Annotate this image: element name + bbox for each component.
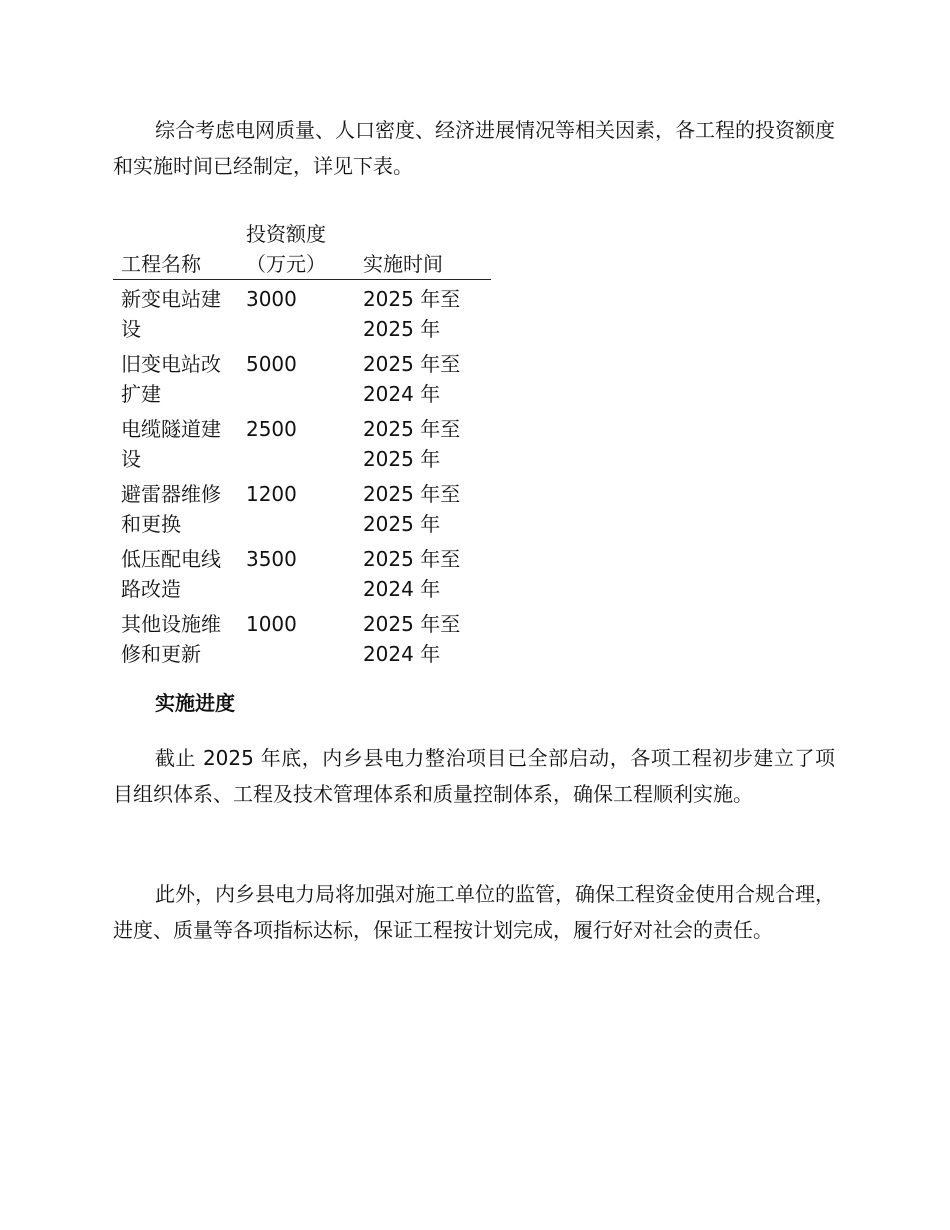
cell-implementation-time: 2025 年至 2024 年 xyxy=(362,352,461,406)
cell-implementation-time: 2025 年至 2024 年 xyxy=(362,547,461,601)
table-row xyxy=(113,475,491,540)
table-row xyxy=(113,540,491,605)
progress-paragraph: 截止 2025 年底，内乡县电力整治项目已全部启动，各项工程初步建立了项目组织体系、工程及技术管理体系和质量控制体系，确保工程顺利实施。 xyxy=(113,746,835,806)
supervision-paragraph: 此外，内乡县电力局将加强对施工单位的监管，确保工程资金使用合规合理，进度、质量等各项指标达标，保证工程按计划完成，履行好对社会的责任。 xyxy=(113,882,835,942)
cell-project-name: 电缆隧道建设 xyxy=(121,417,221,471)
cell-investment-amount: 3000 xyxy=(245,287,297,311)
cell-project-name: 其他设施维修和更新 xyxy=(121,612,221,666)
table-row xyxy=(113,605,491,670)
cell-project-name: 避雷器维修和更换 xyxy=(121,482,221,536)
intro-paragraph: 综合考虑电网质量、人口密度、经济进展情况等相关因素，各工程的投资额度和实施时间已经制定，详见下表。 xyxy=(113,118,835,178)
cell-implementation-time: 2025 年至 2025 年 xyxy=(362,482,461,536)
cell-implementation-time: 2025 年至 2024 年 xyxy=(362,612,461,666)
cell-investment-amount: 3500 xyxy=(245,547,297,571)
table-row xyxy=(113,410,491,475)
cell-investment-amount: 1200 xyxy=(245,482,297,506)
cell-investment-amount: 5000 xyxy=(245,352,297,376)
table-row xyxy=(113,345,491,410)
cell-investment-amount: 1000 xyxy=(245,612,297,636)
table-header-row xyxy=(113,216,491,280)
header-investment-amount: 投资额度（万元） xyxy=(238,216,355,280)
section-heading-progress: 实施进度 xyxy=(155,691,235,715)
cell-project-name: 低压配电线路改造 xyxy=(121,547,221,601)
table-row xyxy=(113,280,491,346)
header-implementation-time: 实施时间 xyxy=(355,216,491,280)
cell-project-name: 旧变电站改扩建 xyxy=(121,352,221,406)
cell-project-name: 新变电站建设 xyxy=(121,287,221,341)
cell-implementation-time: 2025 年至 2025 年 xyxy=(362,417,461,471)
cell-implementation-time: 2025 年至 2025 年 xyxy=(362,287,461,341)
investment-table xyxy=(113,216,491,670)
cell-investment-amount: 2500 xyxy=(245,417,297,441)
header-project-name: 工程名称 xyxy=(113,216,238,280)
